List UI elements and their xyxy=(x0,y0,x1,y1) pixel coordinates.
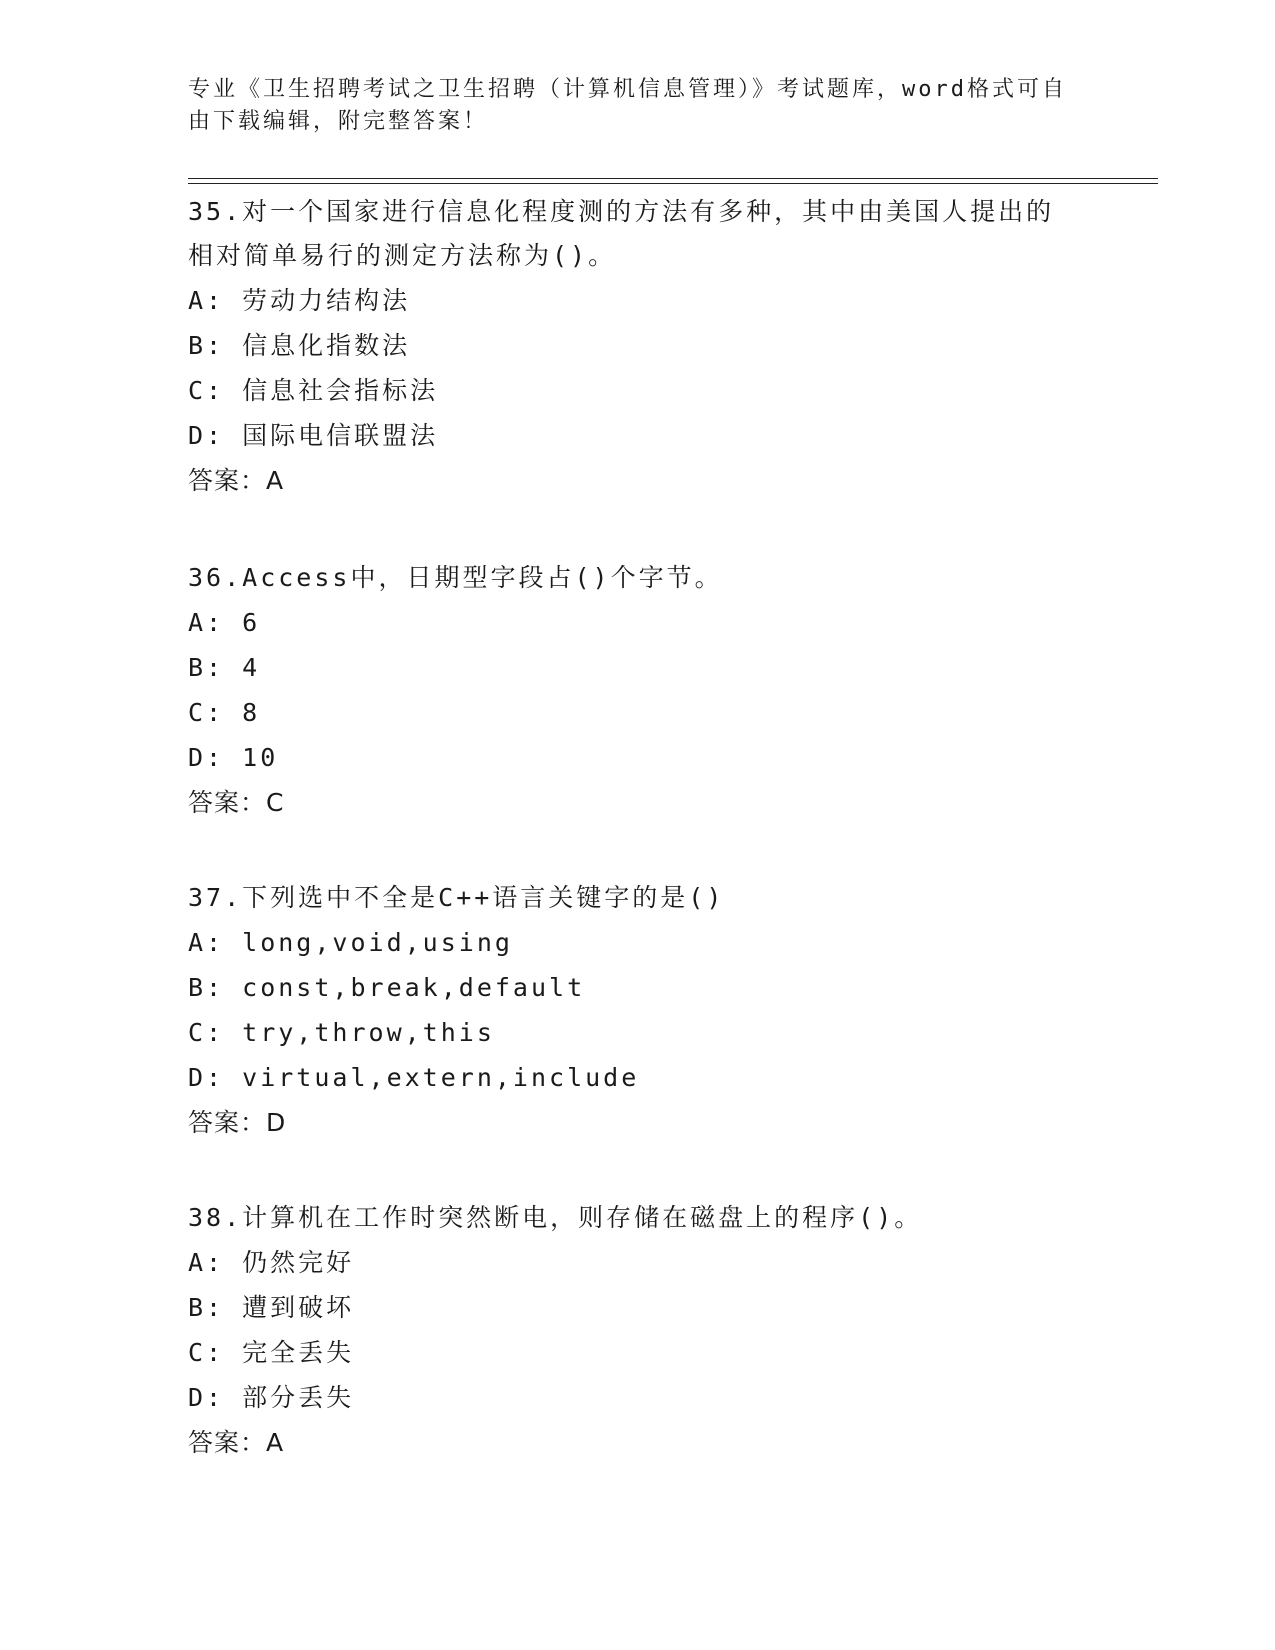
answer: 答案：A xyxy=(188,466,285,495)
header-divider-top xyxy=(188,178,1158,179)
question-36 xyxy=(188,556,1088,826)
option-d: D: 10 xyxy=(188,743,279,772)
answer: 答案：D xyxy=(188,1108,287,1137)
option-a: A: 6 xyxy=(188,608,261,637)
option-d: D: 部分丢失 xyxy=(188,1383,355,1412)
option-a: A: 劳动力结构法 xyxy=(188,286,411,315)
question-35 xyxy=(188,190,1088,504)
option-b: B: 4 xyxy=(188,653,261,682)
option-c: C: 8 xyxy=(188,698,261,727)
option-a: A: long,void,using xyxy=(188,928,513,957)
option-d: D: virtual,extern,include xyxy=(188,1063,640,1092)
option-c: C: try,throw,this xyxy=(188,1018,495,1047)
answer: 答案：A xyxy=(188,1428,285,1457)
question-stem: 37.下列选中不全是C++语言关键字的是() xyxy=(188,883,725,912)
option-c: C: 完全丢失 xyxy=(188,1338,355,1367)
header-divider-bottom xyxy=(188,183,1158,184)
answer: 答案：C xyxy=(188,788,285,817)
option-b: B: 信息化指数法 xyxy=(188,331,411,360)
question-stem: 38.计算机在工作时突然断电，则存储在磁盘上的程序()。 xyxy=(188,1203,923,1232)
question-38 xyxy=(188,1196,1088,1466)
option-b: B: const,break,default xyxy=(188,973,586,1002)
header-line-1: 专业《卫生招聘考试之卫生招聘（计算机信息管理）》考试题库，word格式可自 xyxy=(188,77,1067,102)
option-c: C: 信息社会指标法 xyxy=(188,376,439,405)
option-d: D: 国际电信联盟法 xyxy=(188,421,439,450)
option-b: B: 遭到破坏 xyxy=(188,1293,355,1322)
question-stem-continued: 相对简单易行的测定方法称为()。 xyxy=(188,241,617,270)
question-stem: 36.Access中，日期型字段占()个字节。 xyxy=(188,563,723,592)
question-37 xyxy=(188,876,1088,1146)
header-line-2: 由下载编辑，附完整答案！ xyxy=(188,109,489,134)
document-header xyxy=(188,74,1068,138)
question-stem: 35.对一个国家进行信息化程度测的方法有多种，其中由美国人提出的 xyxy=(188,197,1055,226)
option-a: A: 仍然完好 xyxy=(188,1248,355,1277)
